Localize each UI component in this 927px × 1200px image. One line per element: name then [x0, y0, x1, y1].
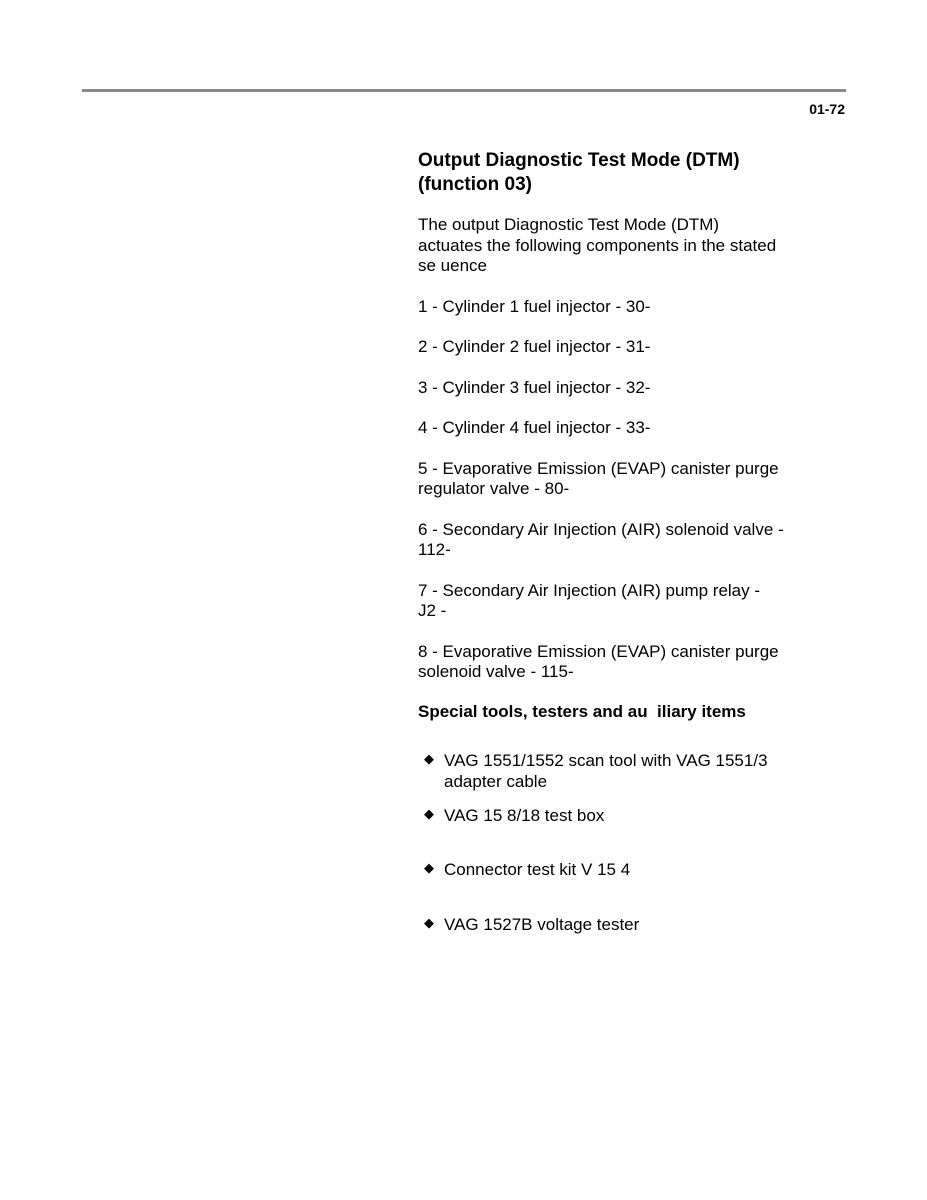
component-item: 2 - Cylinder 2 fuel injector - 31- [418, 337, 651, 356]
component-item: 1 - Cylinder 1 fuel injector - 30- [418, 296, 651, 316]
tool-item [418, 806, 818, 847]
main-content [418, 149, 818, 956]
component-item: 4 - Cylinder 4 fuel injector - 33- [418, 418, 651, 437]
tools-list [418, 751, 818, 956]
page-number: 01-72 [809, 101, 845, 117]
tool-item [418, 915, 818, 956]
component-item: 6 - Secondary Air Injection (AIR) solenoid valve - 112- [418, 519, 784, 559]
component-list [418, 297, 818, 683]
component-item: 5 - Evaporative Emission (EVAP) canister purge regulator valve - 80- [418, 458, 779, 498]
component-item: 8 - Evaporative Emission (EVAP) canister purge solenoid valve - 115- [418, 641, 779, 681]
tool-text: VAG 15 8/18 test box [444, 805, 605, 825]
component-item: 3 - Cylinder 3 fuel injector - 32- [418, 377, 651, 397]
tools-heading: Special tools, testers and au iliary items [418, 701, 746, 721]
diamond-bullet-icon: ◆ [424, 914, 434, 930]
diamond-bullet-icon: ◆ [424, 860, 434, 875]
diamond-bullet-icon: ◆ [424, 751, 434, 766]
diamond-bullet-icon: ◆ [424, 805, 434, 821]
tool-text: Connector test kit V 15 4 [444, 860, 631, 879]
tool-text: VAG 1527B voltage tester [444, 914, 640, 934]
component-item: 7 - Secondary Air Injection (AIR) pump relay - J2 - [418, 580, 761, 620]
section-title: Output Diagnostic Test Mode (DTM) (function 03) [418, 150, 740, 195]
intro-paragraph: The output Diagnostic Test Mode (DTM) actuates the following components in the stated se uence [418, 215, 777, 275]
tool-item [418, 860, 818, 901]
header-rule [82, 89, 846, 92]
tool-text: VAG 1551/1552 scan tool with VAG 1551/3 adapter cable [444, 751, 768, 791]
tool-item [418, 751, 818, 792]
